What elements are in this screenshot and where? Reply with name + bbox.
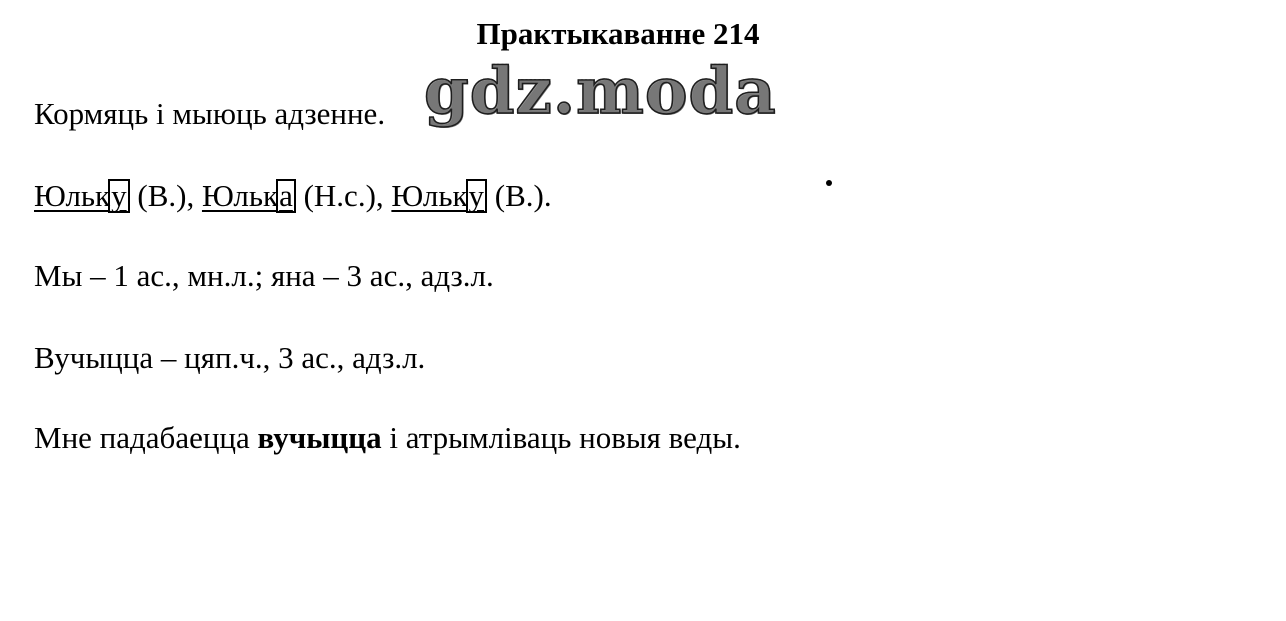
- stray-dot: [826, 180, 832, 186]
- line5-before: Мне падабаецца: [34, 420, 258, 455]
- word-ending-box-1: у: [108, 179, 130, 213]
- text-line-5: [34, 418, 741, 458]
- case-label-1: (В.),: [129, 178, 202, 213]
- text-line-3: Мы – 1 ас., мн.л.; яна – 3 ас., адз.л.: [34, 258, 494, 293]
- word-ending-box-3: у: [466, 179, 488, 213]
- case-label-2: (Н.с.),: [295, 178, 392, 213]
- word-stem-1: Юльк: [34, 178, 111, 213]
- text-line-4: Вучыцца – цяп.ч., 3 ас., адз.л.: [34, 340, 426, 375]
- word-ending-box-2: а: [276, 179, 296, 213]
- word-stem-2: Юльк: [201, 178, 279, 213]
- watermark-logo: gdz.moda: [424, 54, 777, 129]
- text-line-1: Кормяць і мыюць адзенне.: [34, 96, 386, 131]
- word-stem-3: Юльк: [391, 178, 468, 213]
- line5-after: і атрымліваць новыя веды.: [381, 420, 741, 455]
- page-title: Практыкаванне 214: [476, 16, 760, 51]
- line5-bold-word: вучыцца: [257, 420, 382, 455]
- case-label-3: (В.).: [487, 178, 552, 213]
- text-line-2: [34, 176, 552, 216]
